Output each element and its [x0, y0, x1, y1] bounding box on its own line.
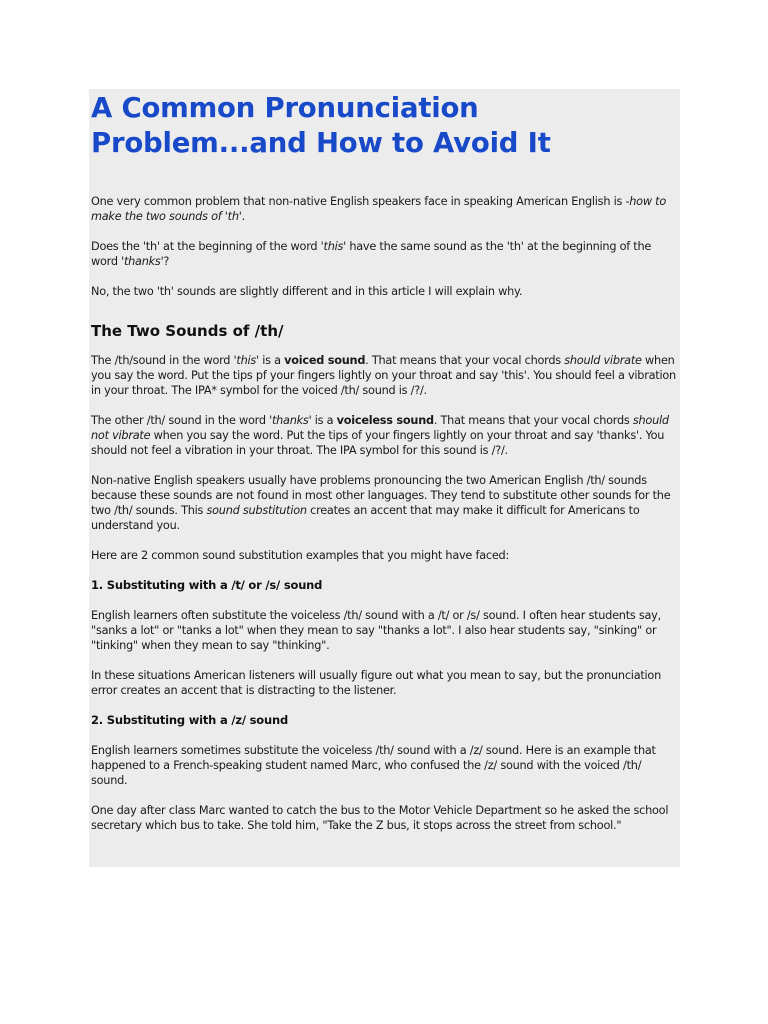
voiceless-text-d: when you say the word. Put the tips of your fingers lightly on your throat and say 'thanks'. You should not feel a vibration in your throat. The IPA symbol for this sound is /?/.	[91, 429, 665, 457]
voiced-sound-paragraph	[91, 353, 680, 398]
intro-p2-text-b: ' have the same sound as the 'th' at the beginning of the word '	[91, 240, 652, 268]
problem-text-b: creates an accent that may make it difficult for Americans to understand you.	[91, 504, 640, 532]
voiceless-sound-term: voiceless sound	[336, 414, 434, 427]
intro-paragraph-1	[91, 194, 680, 224]
voiceless-word-thanks: thanks	[271, 414, 309, 427]
voiced-sound-term: voiced sound	[284, 354, 366, 367]
example-2-paragraph-2: One day after class Marc wanted to catch the bus to the Motor Vehicle Department so he asked the school secretary which bus to take. She told him, "Take the Z bus, it stops across the street from school."	[91, 804, 669, 832]
problem-text-a: Non-native English speakers usually have problems pronouncing the two American English /th/ sounds because these sounds are not found in most other languages. They tend to substitute other sounds for the two /th/ sounds. This	[91, 474, 671, 517]
intro-paragraph-2	[91, 239, 680, 269]
example-1-paragraph-2: In these situations American listeners will usually figure out what you mean to say, but the pronunciation error creates an accent that is distracting to the listener.	[91, 669, 662, 697]
voiced-text-d: when you say the word. Put the tips pf your fingers lightly on your throat and say 'this'. You should feel a vibration in your throat. The IPA* symbol for the voiced /th/ sound is /?/.	[91, 354, 676, 397]
sound-substitution-term: sound substitution	[206, 504, 307, 517]
example-1-heading: 1. Substituting with a /t/ or /s/ sound	[91, 578, 323, 592]
article-title-line-2: Problem...and How to Avoid It	[91, 127, 551, 159]
article-title	[91, 91, 680, 161]
example-2-paragraph-1: English learners sometimes substitute the voiceless /th/ sound with a /z/ sound. Here is an example that happened to a French-speaking student named Marc, who confused the /z/ sound with the voiced /th/ sound.	[91, 744, 656, 787]
intro-paragraph-3: No, the two 'th' sounds are slightly different and in this article I will explain why.	[91, 285, 523, 298]
intro-p1-text: One very common problem that non-native English speakers face in speaking American English is -	[91, 195, 630, 208]
voiced-word-this: this	[236, 354, 257, 367]
voiceless-text-c: . That means that your vocal chords	[433, 414, 633, 427]
intro-p2-text-a: Does the 'th' at the beginning of the word '	[91, 240, 324, 253]
intro-p1-emphasis: how to make the two sounds of 'th'	[91, 195, 667, 223]
voiced-should-vibrate: should vibrate	[564, 354, 642, 367]
intro-p1-end: .	[241, 210, 245, 223]
substitution-problem-paragraph	[91, 473, 680, 533]
voiced-text-a: The /th/sound in the word '	[91, 354, 237, 367]
intro-p2-word-this: this	[323, 240, 344, 253]
examples-intro-paragraph: Here are 2 common sound substitution examples that you might have faced:	[91, 549, 510, 562]
article-panel	[89, 89, 680, 867]
voiceless-text-b: ' is a	[308, 414, 337, 427]
intro-p2-text-c: '?	[160, 255, 170, 268]
example-2-heading: 2. Substituting with a /z/ sound	[91, 713, 288, 727]
section-heading-two-sounds: The Two Sounds of /th/	[91, 322, 284, 340]
voiceless-text-a: The other /th/ sound in the word '	[91, 414, 272, 427]
article-title-line-1: A Common Pronunciation	[91, 92, 479, 124]
voiced-text-c: . That means that your vocal chords	[365, 354, 565, 367]
voiceless-sound-paragraph	[91, 413, 680, 458]
voiced-text-b: ' is a	[256, 354, 285, 367]
example-1-paragraph-1: English learners often substitute the voiceless /th/ sound with a /t/ or /s/ sound. I often hear students say, "sanks a lot" or "tanks a lot" when they mean to say "thanks a lot". I also hear students say, "sinking" or "tinking" when they mean to say "thinking".	[91, 609, 661, 652]
voiceless-should-not-vibrate: should not vibrate	[91, 414, 669, 442]
intro-p2-word-thanks: thanks	[123, 255, 161, 268]
